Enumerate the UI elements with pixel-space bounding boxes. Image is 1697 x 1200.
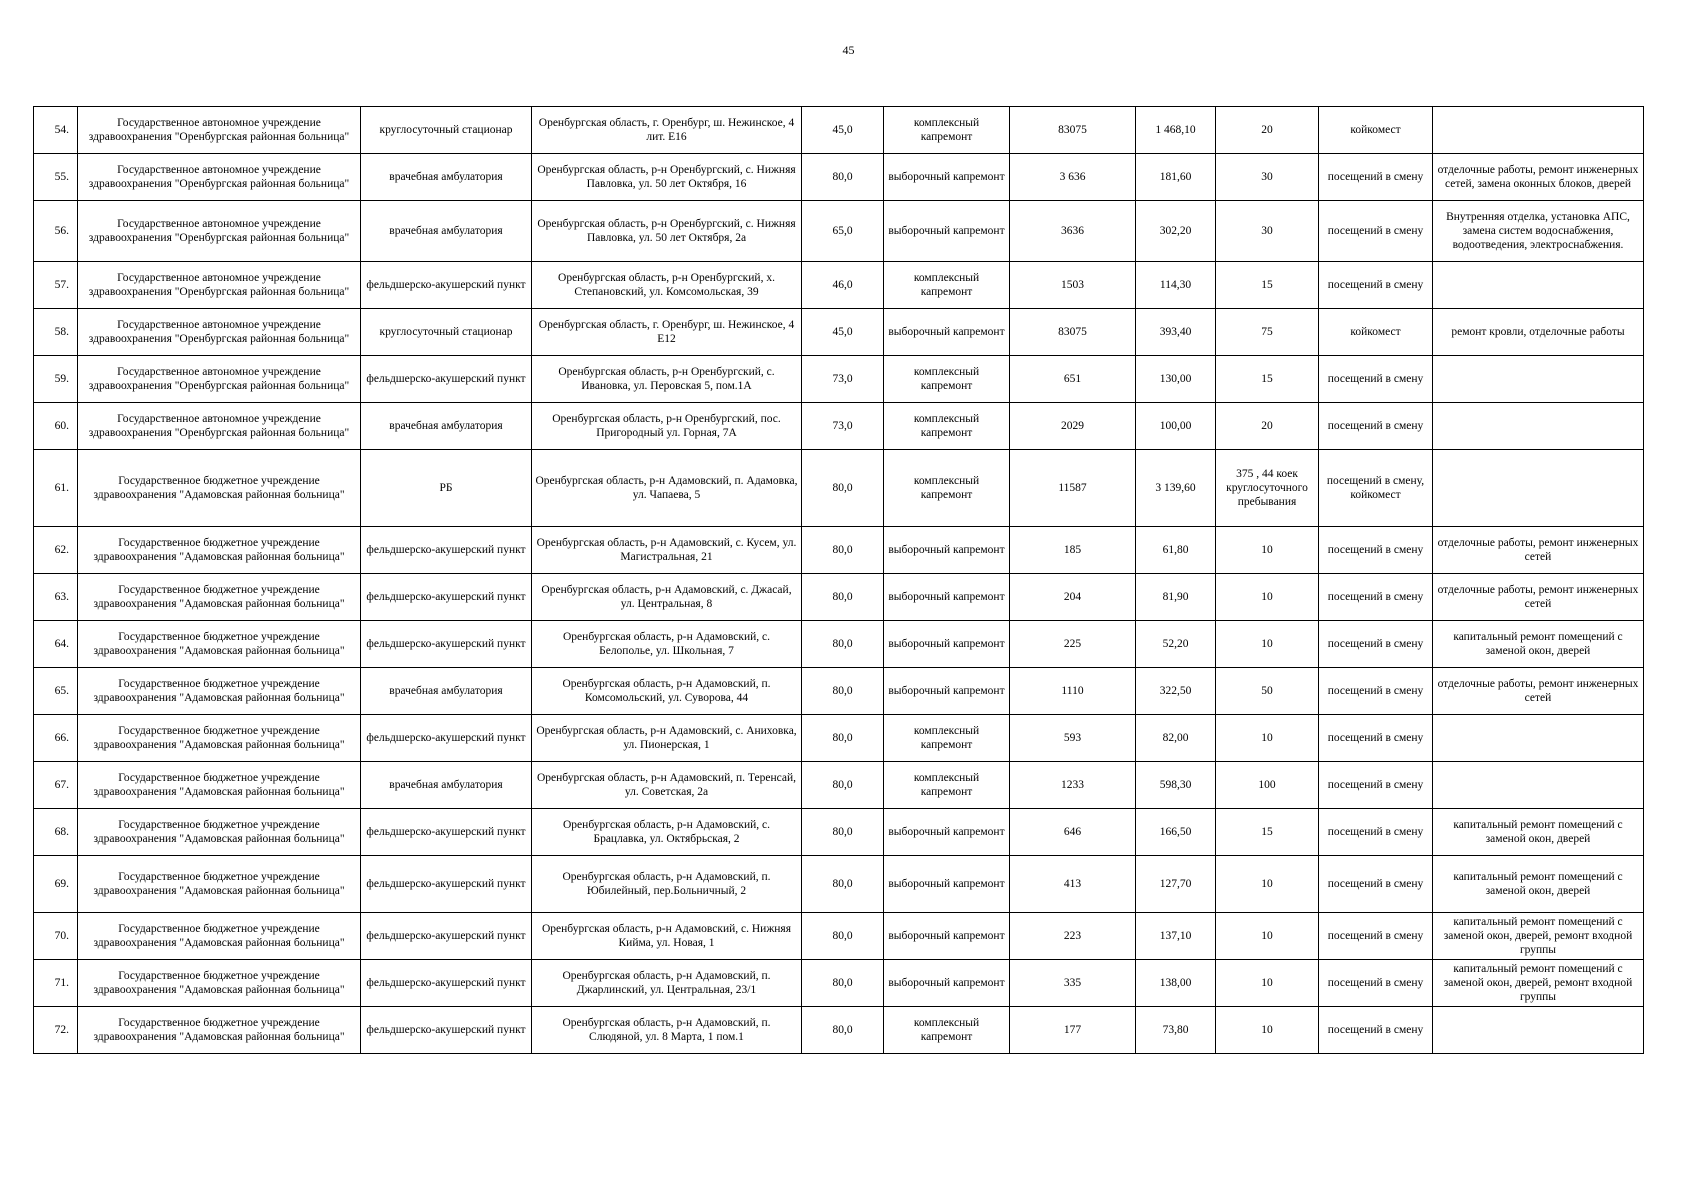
repair-type-cell: комплексный капремонт <box>884 715 1010 762</box>
organization-cell: Государственное бюджетное учреждение здравоохранения "Адамовская районная больница" <box>78 574 361 621</box>
facility-type-cell: фельдшерско-акушерский пункт <box>361 527 532 574</box>
table-row <box>34 403 1644 450</box>
population-cell: 2029 <box>1010 403 1136 450</box>
capacity-cell: 75 <box>1216 309 1319 356</box>
address-cell: Оренбургская область, р-н Адамовский, п. Комсомольский, ул. Суворова, 44 <box>532 668 802 715</box>
table-row <box>34 450 1644 527</box>
capacity-unit-cell: посещений в смену <box>1319 262 1433 309</box>
wear-percent-cell: 45,0 <box>802 107 884 154</box>
table-row <box>34 574 1644 621</box>
facility-type-cell: врачебная амбулатория <box>361 403 532 450</box>
facility-type-cell: врачебная амбулатория <box>361 154 532 201</box>
wear-percent-cell: 65,0 <box>802 201 884 262</box>
wear-percent-cell: 80,0 <box>802 668 884 715</box>
row-number: 64. <box>34 621 78 668</box>
address-cell: Оренбургская область, р-н Адамовский, с. Джасай, ул. Центральная, 8 <box>532 574 802 621</box>
table-row <box>34 715 1644 762</box>
wear-percent-cell: 80,0 <box>802 913 884 960</box>
capacity-cell: 10 <box>1216 960 1319 1007</box>
organization-cell: Государственное автономное учреждение здравоохранения "Оренбургская районная больница" <box>78 309 361 356</box>
wear-percent-cell: 80,0 <box>802 809 884 856</box>
facility-type-cell: фельдшерско-акушерский пункт <box>361 809 532 856</box>
capacity-unit-cell: посещений в смену <box>1319 574 1433 621</box>
capacity-cell: 20 <box>1216 107 1319 154</box>
capacity-cell: 10 <box>1216 621 1319 668</box>
organization-cell: Государственное автономное учреждение здравоохранения "Оренбургская районная больница" <box>78 356 361 403</box>
table-row <box>34 960 1644 1007</box>
cost-cell: 181,60 <box>1136 154 1216 201</box>
organization-cell: Государственное автономное учреждение здравоохранения "Оренбургская районная больница" <box>78 403 361 450</box>
row-number: 54. <box>34 107 78 154</box>
repair-type-cell: выборочный капремонт <box>884 960 1010 1007</box>
repair-type-cell: выборочный капремонт <box>884 668 1010 715</box>
works-cell <box>1433 715 1644 762</box>
wear-percent-cell: 80,0 <box>802 856 884 913</box>
cost-cell: 100,00 <box>1136 403 1216 450</box>
wear-percent-cell: 80,0 <box>802 715 884 762</box>
capacity-cell: 15 <box>1216 809 1319 856</box>
row-number: 61. <box>34 450 78 527</box>
address-cell: Оренбургская область, р-н Адамовский, с. Кусем, ул. Магистральная, 21 <box>532 527 802 574</box>
facility-type-cell: фельдшерско-акушерский пункт <box>361 856 532 913</box>
row-number: 66. <box>34 715 78 762</box>
cost-cell: 52,20 <box>1136 621 1216 668</box>
repair-type-cell: комплексный капремонт <box>884 450 1010 527</box>
organization-cell: Государственное бюджетное учреждение здравоохранения "Адамовская районная больница" <box>78 809 361 856</box>
row-number: 65. <box>34 668 78 715</box>
wear-percent-cell: 80,0 <box>802 621 884 668</box>
organization-cell: Государственное автономное учреждение здравоохранения "Оренбургская районная больница" <box>78 262 361 309</box>
row-number: 69. <box>34 856 78 913</box>
facility-type-cell: фельдшерско-акушерский пункт <box>361 356 532 403</box>
repair-type-cell: выборочный капремонт <box>884 809 1010 856</box>
capacity-cell: 10 <box>1216 574 1319 621</box>
facility-type-cell: круглосуточный стационар <box>361 309 532 356</box>
wear-percent-cell: 45,0 <box>802 309 884 356</box>
address-cell: Оренбургская область, р-н Оренбургский, с. Нижняя Павловка, ул. 50 лет Октября, 16 <box>532 154 802 201</box>
cost-cell: 166,50 <box>1136 809 1216 856</box>
page-number: 45 <box>842 43 855 57</box>
repair-type-cell: выборочный капремонт <box>884 621 1010 668</box>
capacity-cell: 15 <box>1216 356 1319 403</box>
table-row <box>34 809 1644 856</box>
cost-cell: 3 139,60 <box>1136 450 1216 527</box>
repair-type-cell: комплексный капремонт <box>884 107 1010 154</box>
table-row <box>34 262 1644 309</box>
row-number: 55. <box>34 154 78 201</box>
cost-cell: 61,80 <box>1136 527 1216 574</box>
capacity-cell: 30 <box>1216 201 1319 262</box>
capacity-unit-cell: посещений в смену, койкомест <box>1319 450 1433 527</box>
facility-type-cell: фельдшерско-акушерский пункт <box>361 621 532 668</box>
table-row <box>34 527 1644 574</box>
cost-cell: 322,50 <box>1136 668 1216 715</box>
works-cell: отделочные работы, ремонт инженерных сетей, замена оконных блоков, дверей <box>1433 154 1644 201</box>
facility-type-cell: фельдшерско-акушерский пункт <box>361 574 532 621</box>
population-cell: 413 <box>1010 856 1136 913</box>
cost-cell: 393,40 <box>1136 309 1216 356</box>
capacity-cell: 15 <box>1216 262 1319 309</box>
repair-type-cell: выборочный капремонт <box>884 913 1010 960</box>
capacity-cell: 10 <box>1216 913 1319 960</box>
works-cell: ремонт кровли, отделочные работы <box>1433 309 1644 356</box>
wear-percent-cell: 73,0 <box>802 356 884 403</box>
facility-type-cell: круглосуточный стационар <box>361 107 532 154</box>
organization-cell: Государственное бюджетное учреждение здравоохранения "Адамовская районная больница" <box>78 762 361 809</box>
address-cell: Оренбургская область, р-н Оренбургский, х. Степановский, ул. Комсомольская, 39 <box>532 262 802 309</box>
address-cell: Оренбургская область, р-н Адамовский, п. Слюдяной, ул. 8 Марта, 1 пом.1 <box>532 1007 802 1054</box>
organization-cell: Государственное автономное учреждение здравоохранения "Оренбургская районная больница" <box>78 107 361 154</box>
population-cell: 3636 <box>1010 201 1136 262</box>
address-cell: Оренбургская область, р-н Адамовский, с. Брацлавка, ул. Октябрьская, 2 <box>532 809 802 856</box>
capacity-cell: 10 <box>1216 715 1319 762</box>
address-cell: Оренбургская область, р-н Оренбургский, с. Ивановка, ул. Перовская 5, пом.1А <box>532 356 802 403</box>
capacity-unit-cell: посещений в смену <box>1319 527 1433 574</box>
facility-type-cell: фельдшерско-акушерский пункт <box>361 1007 532 1054</box>
population-cell: 225 <box>1010 621 1136 668</box>
repair-type-cell: комплексный капремонт <box>884 356 1010 403</box>
address-cell: Оренбургская область, р-н Адамовский, п. Теренсай, ул. Советская, 2а <box>532 762 802 809</box>
works-cell: капитальный ремонт помещений с заменой окон, дверей <box>1433 809 1644 856</box>
row-number: 56. <box>34 201 78 262</box>
repair-type-cell: выборочный капремонт <box>884 856 1010 913</box>
organization-cell: Государственное автономное учреждение здравоохранения "Оренбургская районная больница" <box>78 201 361 262</box>
repair-type-cell: выборочный капремонт <box>884 154 1010 201</box>
wear-percent-cell: 80,0 <box>802 1007 884 1054</box>
capacity-cell: 20 <box>1216 403 1319 450</box>
table-row <box>34 856 1644 913</box>
row-number: 60. <box>34 403 78 450</box>
capacity-cell: 50 <box>1216 668 1319 715</box>
repair-type-cell: комплексный капремонт <box>884 762 1010 809</box>
repair-type-cell: комплексный капремонт <box>884 262 1010 309</box>
population-cell: 185 <box>1010 527 1136 574</box>
address-cell: Оренбургская область, р-н Адамовский, с. Аниховка, ул. Пионерская, 1 <box>532 715 802 762</box>
table-row <box>34 668 1644 715</box>
works-cell <box>1433 762 1644 809</box>
wear-percent-cell: 80,0 <box>802 574 884 621</box>
facility-type-cell: фельдшерско-акушерский пункт <box>361 715 532 762</box>
table-body <box>34 107 1644 1054</box>
row-number: 57. <box>34 262 78 309</box>
address-cell: Оренбургская область, р-н Адамовский, п. Юбилейный, пер.Больничный, 2 <box>532 856 802 913</box>
capacity-unit-cell: койкомест <box>1319 107 1433 154</box>
capacity-cell: 10 <box>1216 856 1319 913</box>
population-cell: 335 <box>1010 960 1136 1007</box>
population-cell: 83075 <box>1010 309 1136 356</box>
wear-percent-cell: 80,0 <box>802 450 884 527</box>
cost-cell: 82,00 <box>1136 715 1216 762</box>
row-number: 68. <box>34 809 78 856</box>
table-row <box>34 762 1644 809</box>
repair-type-cell: комплексный капремонт <box>884 1007 1010 1054</box>
cost-cell: 127,70 <box>1136 856 1216 913</box>
capacity-unit-cell: койкомест <box>1319 309 1433 356</box>
table-row <box>34 201 1644 262</box>
cost-cell: 81,90 <box>1136 574 1216 621</box>
population-cell: 83075 <box>1010 107 1136 154</box>
population-cell: 177 <box>1010 1007 1136 1054</box>
organization-cell: Государственное бюджетное учреждение здравоохранения "Адамовская районная больница" <box>78 856 361 913</box>
row-number: 63. <box>34 574 78 621</box>
facility-type-cell: врачебная амбулатория <box>361 762 532 809</box>
capacity-unit-cell: посещений в смену <box>1319 762 1433 809</box>
table-row <box>34 356 1644 403</box>
capacity-cell: 30 <box>1216 154 1319 201</box>
population-cell: 3 636 <box>1010 154 1136 201</box>
repair-type-cell: выборочный капремонт <box>884 201 1010 262</box>
row-number: 70. <box>34 913 78 960</box>
row-number: 67. <box>34 762 78 809</box>
capacity-unit-cell: посещений в смену <box>1319 356 1433 403</box>
wear-percent-cell: 80,0 <box>802 960 884 1007</box>
population-cell: 11587 <box>1010 450 1136 527</box>
organization-cell: Государственное бюджетное учреждение здравоохранения "Адамовская районная больница" <box>78 960 361 1007</box>
works-cell: капитальный ремонт помещений с заменой окон, дверей <box>1433 856 1644 913</box>
organization-cell: Государственное бюджетное учреждение здравоохранения "Адамовская районная больница" <box>78 668 361 715</box>
row-number: 58. <box>34 309 78 356</box>
works-cell <box>1433 356 1644 403</box>
organization-cell: Государственное бюджетное учреждение здравоохранения "Адамовская районная больница" <box>78 621 361 668</box>
capacity-unit-cell: посещений в смену <box>1319 715 1433 762</box>
works-cell: капитальный ремонт помещений с заменой окон, дверей, ремонт входной группы <box>1433 960 1644 1007</box>
population-cell: 651 <box>1010 356 1136 403</box>
capacity-unit-cell: посещений в смену <box>1319 403 1433 450</box>
table-row <box>34 621 1644 668</box>
repair-type-cell: выборочный капремонт <box>884 527 1010 574</box>
repair-type-cell: выборочный капремонт <box>884 574 1010 621</box>
organization-cell: Государственное бюджетное учреждение здравоохранения "Адамовская районная больница" <box>78 527 361 574</box>
cost-cell: 598,30 <box>1136 762 1216 809</box>
table-row <box>34 913 1644 960</box>
organization-cell: Государственное бюджетное учреждение здравоохранения "Адамовская районная больница" <box>78 1007 361 1054</box>
population-cell: 204 <box>1010 574 1136 621</box>
facility-type-cell: фельдшерско-акушерский пункт <box>361 960 532 1007</box>
facility-type-cell: врачебная амбулатория <box>361 668 532 715</box>
organization-cell: Государственное бюджетное учреждение здравоохранения "Адамовская районная больница" <box>78 715 361 762</box>
population-cell: 646 <box>1010 809 1136 856</box>
row-number: 72. <box>34 1007 78 1054</box>
facility-type-cell: врачебная амбулатория <box>361 201 532 262</box>
works-cell: Внутренняя отделка, установка АПС, замена систем водоснабжения, водоотведения, электроснабжения. <box>1433 201 1644 262</box>
population-cell: 593 <box>1010 715 1136 762</box>
capacity-cell: 375 , 44 коек круглосуточного пребывания <box>1216 450 1319 527</box>
capacity-unit-cell: посещений в смену <box>1319 154 1433 201</box>
works-cell: отделочные работы, ремонт инженерных сетей <box>1433 668 1644 715</box>
capacity-unit-cell: посещений в смену <box>1319 621 1433 668</box>
wear-percent-cell: 80,0 <box>802 762 884 809</box>
capacity-cell: 10 <box>1216 1007 1319 1054</box>
capacity-cell: 10 <box>1216 527 1319 574</box>
works-cell: капитальный ремонт помещений с заменой окон, дверей <box>1433 621 1644 668</box>
capacity-unit-cell: посещений в смену <box>1319 856 1433 913</box>
address-cell: Оренбургская область, р-н Оренбургский, пос. Пригородный ул. Горная, 7А <box>532 403 802 450</box>
repair-type-cell: выборочный капремонт <box>884 309 1010 356</box>
works-cell <box>1433 450 1644 527</box>
table-row <box>34 107 1644 154</box>
organization-cell: Государственное бюджетное учреждение здравоохранения "Адамовская районная больница" <box>78 913 361 960</box>
works-cell <box>1433 1007 1644 1054</box>
capacity-unit-cell: посещений в смену <box>1319 1007 1433 1054</box>
wear-percent-cell: 73,0 <box>802 403 884 450</box>
address-cell: Оренбургская область, р-н Адамовский, п. Адамовка, ул. Чапаева, 5 <box>532 450 802 527</box>
address-cell: Оренбургская область, г. Оренбург, ш. Нежинское, 4 лит. Е16 <box>532 107 802 154</box>
address-cell: Оренбургская область, р-н Оренбургский, с. Нижняя Павловка, ул. 50 лет Октября, 2а <box>532 201 802 262</box>
cost-cell: 138,00 <box>1136 960 1216 1007</box>
organization-cell: Государственное бюджетное учреждение здравоохранения "Адамовская районная больница" <box>78 450 361 527</box>
wear-percent-cell: 80,0 <box>802 154 884 201</box>
capacity-cell: 100 <box>1216 762 1319 809</box>
population-cell: 1233 <box>1010 762 1136 809</box>
row-number: 62. <box>34 527 78 574</box>
wear-percent-cell: 80,0 <box>802 527 884 574</box>
cost-cell: 73,80 <box>1136 1007 1216 1054</box>
table-row <box>34 154 1644 201</box>
facilities-table <box>33 106 1644 1054</box>
population-cell: 1503 <box>1010 262 1136 309</box>
facility-type-cell: РБ <box>361 450 532 527</box>
facility-type-cell: фельдшерско-акушерский пункт <box>361 913 532 960</box>
organization-cell: Государственное автономное учреждение здравоохранения "Оренбургская районная больница" <box>78 154 361 201</box>
cost-cell: 137,10 <box>1136 913 1216 960</box>
works-cell <box>1433 262 1644 309</box>
row-number: 71. <box>34 960 78 1007</box>
cost-cell: 114,30 <box>1136 262 1216 309</box>
works-cell: капитальный ремонт помещений с заменой окон, дверей, ремонт входной группы <box>1433 913 1644 960</box>
table-row <box>34 309 1644 356</box>
cost-cell: 302,20 <box>1136 201 1216 262</box>
row-number: 59. <box>34 356 78 403</box>
address-cell: Оренбургская область, г. Оренбург, ш. Нежинское, 4 Е12 <box>532 309 802 356</box>
address-cell: Оренбургская область, р-н Адамовский, п. Джарлинский, ул. Центральная, 23/1 <box>532 960 802 1007</box>
capacity-unit-cell: посещений в смену <box>1319 201 1433 262</box>
population-cell: 1110 <box>1010 668 1136 715</box>
population-cell: 223 <box>1010 913 1136 960</box>
capacity-unit-cell: посещений в смену <box>1319 960 1433 1007</box>
capacity-unit-cell: посещений в смену <box>1319 913 1433 960</box>
works-cell: отделочные работы, ремонт инженерных сетей <box>1433 574 1644 621</box>
works-cell <box>1433 107 1644 154</box>
cost-cell: 1 468,10 <box>1136 107 1216 154</box>
address-cell: Оренбургская область, р-н Адамовский, с. Нижняя Кийма, ул. Новая, 1 <box>532 913 802 960</box>
address-cell: Оренбургская область, р-н Адамовский, с. Белополье, ул. Школьная, 7 <box>532 621 802 668</box>
cost-cell: 130,00 <box>1136 356 1216 403</box>
works-cell: отделочные работы, ремонт инженерных сетей <box>1433 527 1644 574</box>
facility-type-cell: фельдшерско-акушерский пункт <box>361 262 532 309</box>
capacity-unit-cell: посещений в смену <box>1319 668 1433 715</box>
works-cell <box>1433 403 1644 450</box>
capacity-unit-cell: посещений в смену <box>1319 809 1433 856</box>
table-row <box>34 1007 1644 1054</box>
repair-type-cell: комплексный капремонт <box>884 403 1010 450</box>
wear-percent-cell: 46,0 <box>802 262 884 309</box>
